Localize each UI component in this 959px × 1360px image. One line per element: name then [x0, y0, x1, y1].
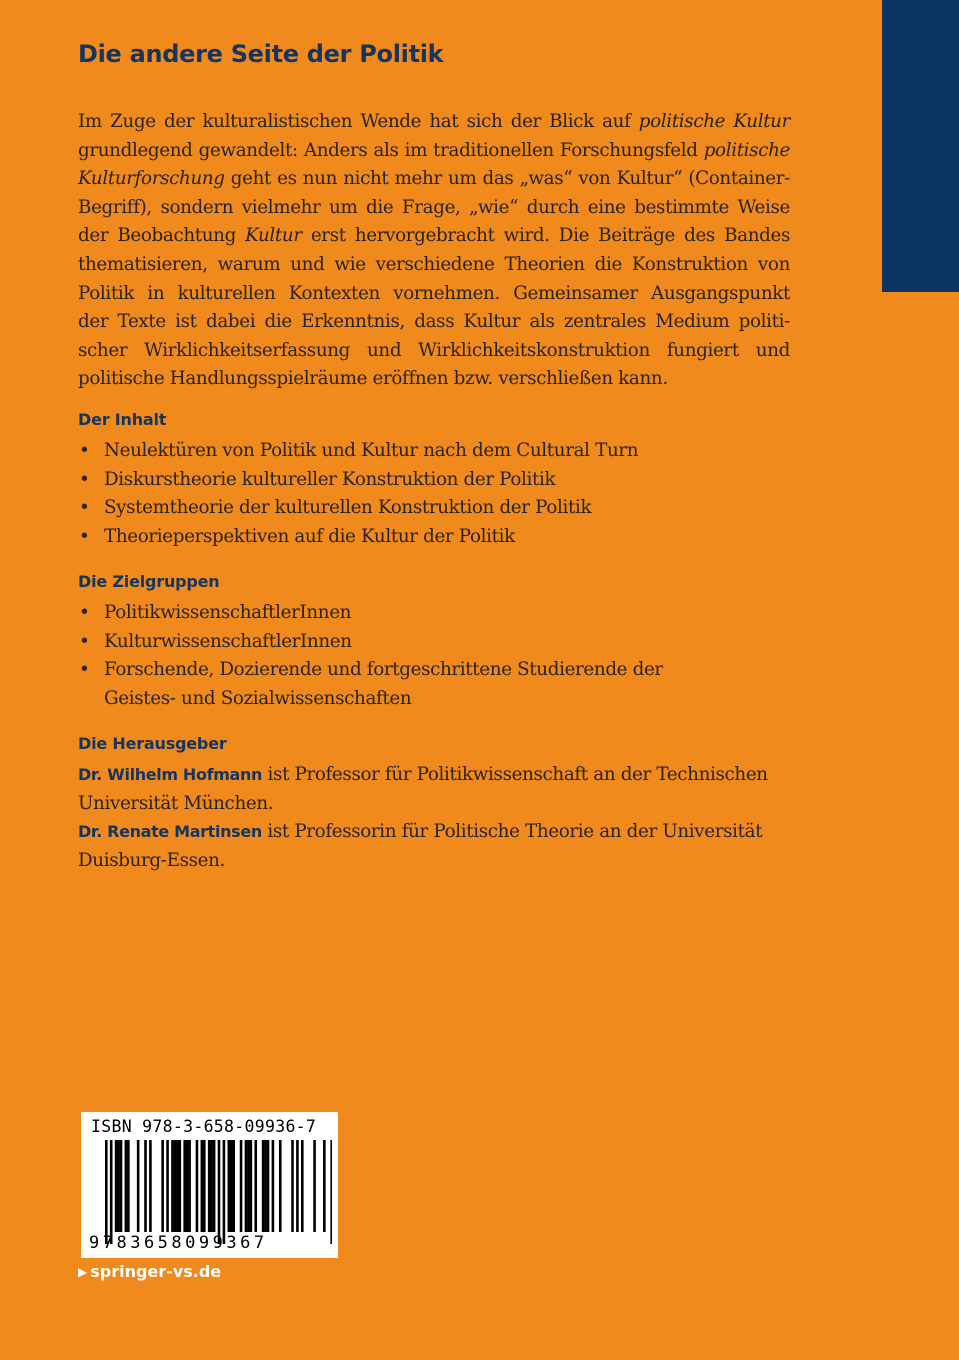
list-item	[78, 523, 638, 552]
list-item-text: Systemtheorie der kulturellen Konstruktion der Politik	[104, 497, 592, 519]
editor1-line1	[78, 761, 790, 790]
bullet-icon: •	[79, 525, 90, 547]
editor2-name: Dr. Renate Martinsen	[78, 822, 262, 842]
paragraph-text: der Beobachtung	[78, 225, 246, 247]
barcode-bar	[228, 1140, 231, 1232]
section-inhalt	[78, 410, 638, 551]
barcode-bar	[323, 1140, 326, 1232]
section-zielgruppen	[78, 572, 663, 713]
barcode-bar	[218, 1140, 221, 1244]
barcode-bar	[174, 1140, 177, 1232]
paragraph-text: erst hervorgebracht wird. Die Beiträge des Bandes	[301, 225, 790, 247]
italic-term: politische Kultur	[638, 111, 791, 132]
barcode-bar	[330, 1140, 332, 1244]
publisher-website-link[interactable]	[78, 1262, 221, 1281]
list-item	[78, 494, 638, 523]
paragraph-text: Begriff), sondern vielmehr um die Frage, „wie“ durch eine bestimmte Weise	[78, 196, 790, 218]
barcode-bar	[232, 1140, 235, 1232]
paragraph-line	[78, 108, 790, 137]
editor1-line2: Universität München.	[78, 792, 274, 814]
editor2-line1	[78, 818, 790, 847]
paragraph-line	[78, 251, 790, 280]
editor1-name: Dr. Wilhelm Hofmann	[78, 765, 263, 784]
list-item-text: Theorieperspektiven auf die Kultur der Politik	[104, 525, 515, 547]
paragraph-line	[78, 365, 790, 394]
barcode-bar	[179, 1140, 182, 1232]
barcode-bar	[161, 1140, 164, 1232]
inhalt-list	[78, 437, 638, 551]
barcode-bar	[196, 1140, 199, 1232]
bullet-icon: •	[79, 630, 90, 652]
editor1-description: ist Professor für Politikwissenschaft an der Technischen	[262, 764, 768, 785]
barcode-bar	[186, 1140, 189, 1232]
barcode-bar	[296, 1140, 299, 1232]
inhalt-heading: Der Inhalt	[78, 410, 167, 429]
barcode-bars	[87, 1140, 332, 1248]
barcode-bar	[240, 1140, 243, 1232]
isbn-barcode	[81, 1112, 338, 1258]
barcode-bar	[117, 1140, 120, 1232]
barcode-bar	[267, 1140, 270, 1232]
zielgruppen-heading: Die Zielgruppen	[78, 572, 220, 591]
book-title: Die andere Seite der Politik	[78, 40, 444, 68]
list-item	[78, 685, 663, 714]
list-item-text: PolitikwissenschaftlerInnen	[104, 602, 352, 623]
barcode-bar	[245, 1140, 248, 1232]
paragraph-line	[78, 308, 790, 337]
barcode-bar	[115, 1140, 118, 1232]
bullet-icon: •	[79, 659, 90, 681]
barcode-bar	[313, 1140, 316, 1232]
paragraph-line	[78, 280, 790, 309]
editor2-description: ist Professorin für Politische Theorie an der Universität	[261, 821, 763, 843]
ean-digits: 9783658099367	[89, 1233, 268, 1253]
isbn-label: ISBN 978-3-658-09936-7	[91, 1117, 317, 1136]
paragraph-text: grundlegend gewandelt: Anders als im traditionellen Forschungsfeld	[78, 139, 704, 161]
barcode-bar	[137, 1140, 140, 1232]
list-item-text: Forschende, Dozierende und fortgeschrittene Studierende der	[104, 659, 663, 681]
list-item	[78, 656, 663, 685]
italic-term: Kultur	[245, 225, 302, 247]
barcode-bar	[213, 1140, 216, 1232]
herausgeber-text	[78, 761, 790, 875]
italic-term: Kulturforschung	[78, 168, 225, 190]
list-item-text: Diskurstheorie kultureller Konstruktion der Politik	[104, 468, 556, 490]
list-item-text: Geistes- und Sozialwissenschaften	[104, 687, 412, 709]
barcode-bar	[203, 1140, 206, 1232]
barcode-bar	[230, 1140, 233, 1232]
barcode-bar	[183, 1140, 186, 1232]
blurb-paragraph	[78, 108, 790, 394]
barcode-bar	[247, 1140, 250, 1232]
zielgruppen-list	[78, 599, 663, 713]
barcode-bar	[262, 1140, 265, 1232]
cover-color-block	[882, 0, 959, 292]
list-item-text: Neulektüren von Politik und Kultur nach dem Cultural Turn	[104, 440, 639, 461]
bullet-icon: •	[79, 468, 90, 490]
barcode-bar	[110, 1140, 113, 1244]
barcode-bar	[201, 1140, 204, 1232]
barcode-bar	[176, 1140, 179, 1232]
barcode-bar	[301, 1140, 304, 1232]
barcode-bar	[264, 1140, 267, 1232]
italic-term: politische	[703, 139, 790, 161]
barcode-bar	[223, 1140, 226, 1244]
barcode-bar	[127, 1140, 130, 1232]
bullet-icon: •	[79, 602, 90, 623]
paragraph-text: der Texte ist dabei die Erkenntnis, dass Kultur als zentrales Medium politi-	[78, 311, 790, 333]
paragraph-text: thematisieren, warum und wie verschiedene Theorien die Konstruktion von	[78, 253, 790, 275]
paragraph-text: politische Handlungsspielräume eröffnen bzw. verschließen kann.	[78, 368, 668, 390]
barcode-bar	[208, 1140, 211, 1232]
play-arrow-icon: ▶	[78, 1264, 88, 1279]
bullet-icon: •	[79, 440, 90, 461]
barcode-bar	[254, 1140, 257, 1232]
paragraph-line	[78, 165, 790, 194]
paragraph-text: Im Zuge der kulturalistischen Wende hat sich der Blick auf	[78, 111, 639, 132]
barcode-bar	[171, 1140, 174, 1232]
herausgeber-heading: Die Herausgeber	[78, 734, 227, 753]
barcode-bar	[279, 1140, 282, 1232]
barcode-bar	[272, 1140, 275, 1232]
paragraph-line	[78, 337, 790, 366]
barcode-bar	[291, 1140, 294, 1232]
list-item	[78, 437, 638, 466]
paragraph-line	[78, 222, 790, 251]
list-item	[78, 599, 663, 628]
bullet-icon: •	[79, 497, 90, 519]
barcode-bar	[149, 1140, 152, 1232]
list-item	[78, 466, 638, 495]
barcode-bar	[105, 1140, 108, 1244]
section-herausgeber	[78, 734, 790, 875]
barcode-bar	[250, 1140, 253, 1232]
barcode-bar	[210, 1140, 213, 1232]
list-item	[78, 628, 663, 657]
paragraph-line	[78, 194, 790, 223]
back-cover-content	[78, 40, 791, 871]
barcode-bar	[188, 1140, 191, 1232]
editor2-line2: Duisburg-Essen.	[78, 849, 226, 871]
website-label: springer-vs.de	[90, 1262, 222, 1281]
barcode-bar	[120, 1140, 123, 1232]
paragraph-line	[78, 137, 790, 166]
barcode-bar	[125, 1140, 128, 1232]
barcode-bar	[144, 1140, 147, 1232]
list-item-text: KulturwissenschaftlerInnen	[104, 630, 352, 652]
paragraph-text: scher Wirklichkeitserfassung und Wirklichkeitskonstruktion fungiert und	[78, 339, 790, 361]
paragraph-text: geht es nun nicht mehr um das „was“ von Kultur“ (Container-	[224, 168, 790, 190]
barcode-bar	[166, 1140, 169, 1232]
paragraph-text: Politik in kulturellen Kontexten vornehmen. Gemeinsamer Ausgangspunkt	[78, 282, 790, 304]
